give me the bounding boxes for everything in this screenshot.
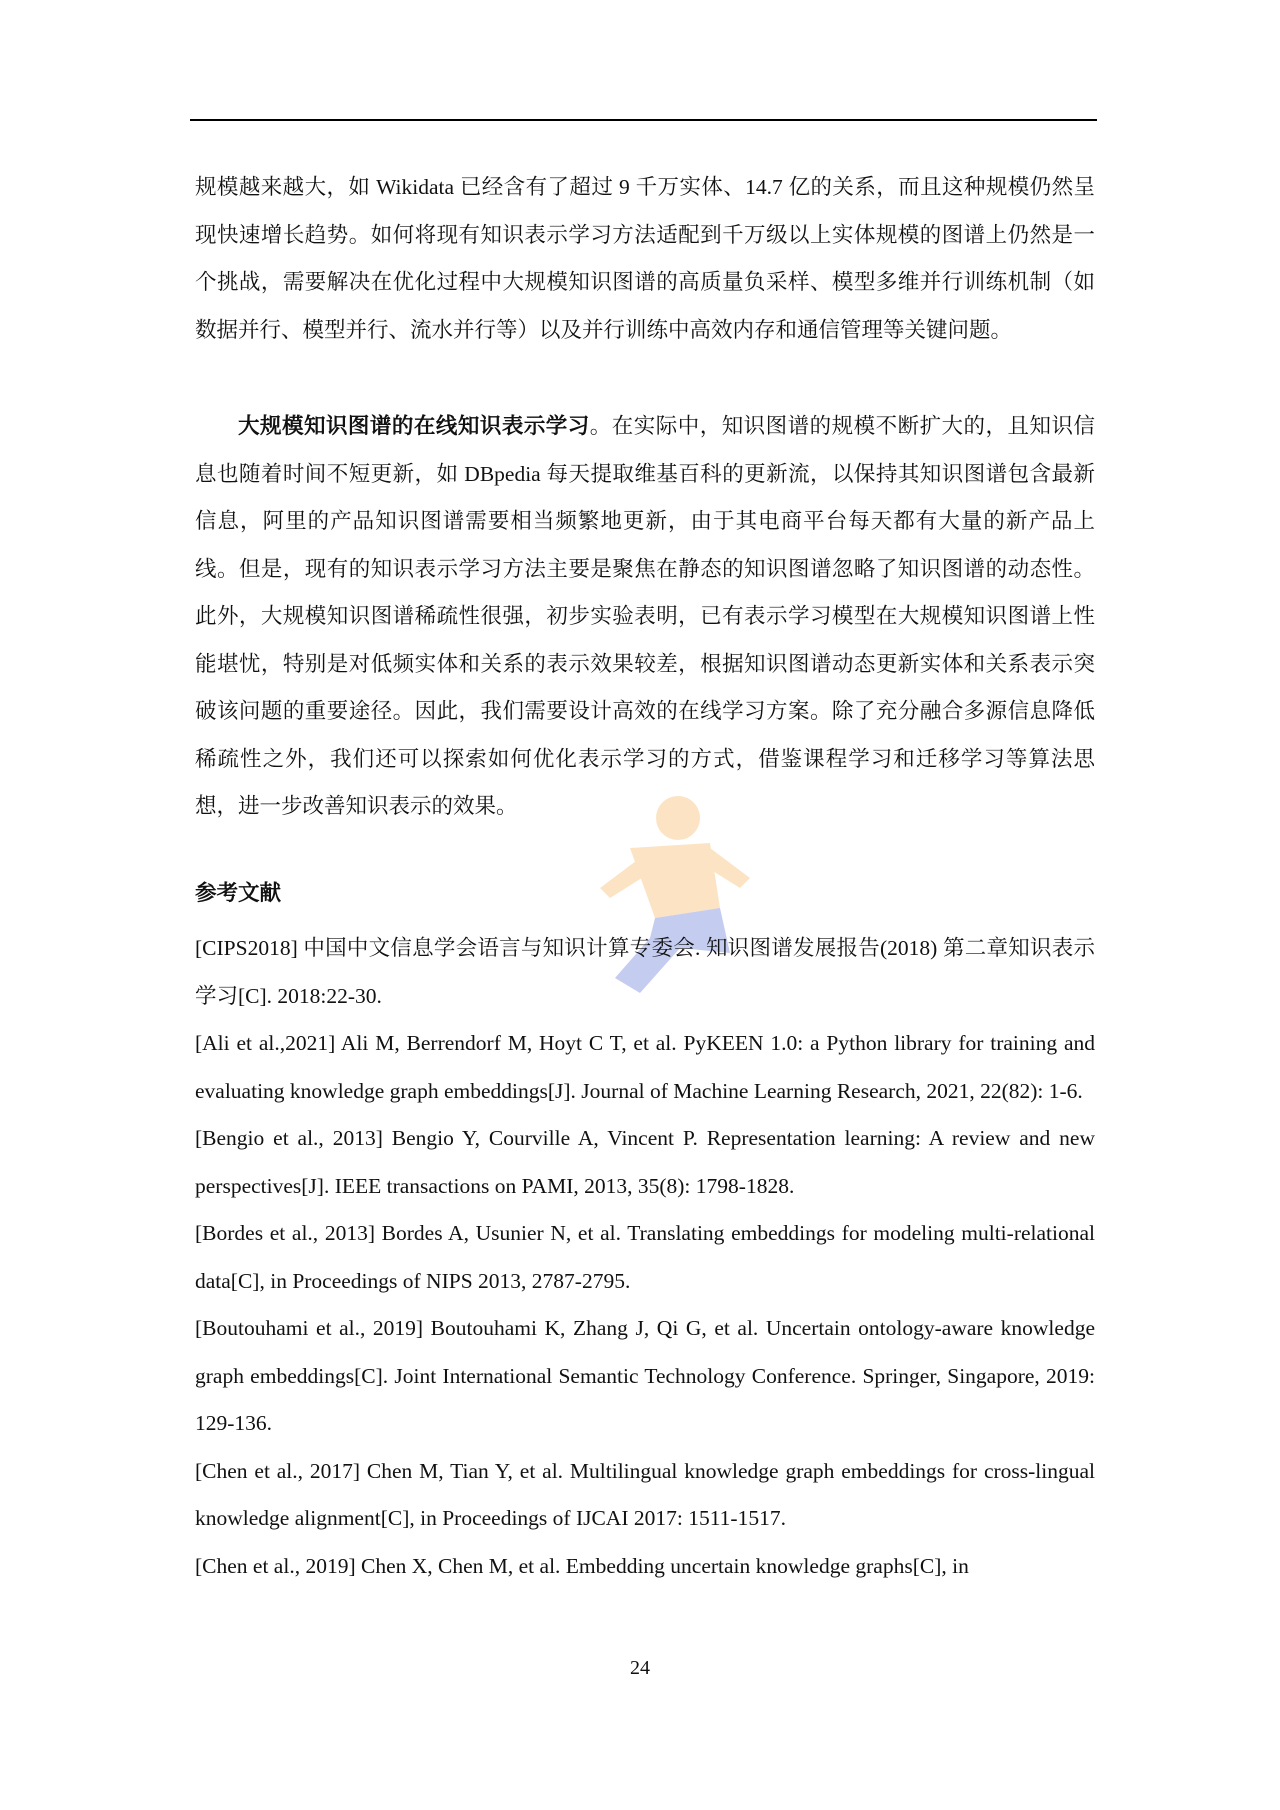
references-list	[195, 925, 1095, 1590]
paragraph-heading: 大规模知识图谱的在线知识表示学习	[238, 414, 590, 438]
body-paragraph-2	[195, 403, 1095, 831]
paragraph-text: 。在实际中，知识图谱的规模不断扩大的，且知识信息也随着时间不短更新，如 DBpedia 每天提取维基百科的更新流，以保持其知识图谱包含最新信息，阿里的产品知识图谱需要相当频繁地更新，由于其电商平台每天都有大量的新产品上线。但是，现有的知识表示学习方法主要是聚焦在静态的知识图谱忽略了知识图谱的动态性。此外，大规模知识图谱稀疏性很强，初步实验表明，已有表示学习模型在大规模知识图谱上性能堪忧，特别是对低频实体和关系的表示效果较差，根据知识图谱动态更新实体和关系表示突破该问题的重要途径。因此，我们需要设计高效的在线学习方案。除了充分融合多源信息降低稀疏性之外，我们还可以探索如何优化表示学习的方式，借鉴课程学习和迁移学习等算法思想，进一步改善知识表示的效果。	[195, 414, 1095, 818]
page-number: 24	[630, 1657, 650, 1679]
reference-item: [Bengio et al., 2013] Bengio Y, Courville A, Vincent P. Representation learning: A review and new perspectives[J]. IEEE transactions on PAMI, 2013, 35(8): 1798-1828.	[195, 1126, 1095, 1198]
references-title: 参考文献	[195, 881, 282, 906]
reference-item: [Chen et al., 2017] Chen M, Tian Y, et al. Multilingual knowledge graph embeddings for cross-lingual knowledge alignment[C], in Proceedings of IJCAI 2017: 1511-1517.	[195, 1458, 1095, 1530]
header-rule	[190, 119, 1097, 121]
reference-item: [CIPS2018] 中国中文信息学会语言与知识计算专委会. 知识图谱发展报告(2018) 第二章知识表示学习[C]. 2018:22-30.	[195, 936, 1095, 1008]
body-paragraph-1: 规模越来越大，如 Wikidata 已经含有了超过 9 千万实体、14.7 亿的关系，而且这种规模仍然呈现快速增长趋势。如何将现有知识表示学习方法适配到千万级以上实体规模的图谱上仍然是一个挑战，需要解决在优化过程中大规模知识图谱的高质量负采样、模型多维并行训练机制（如数据并行、模型并行、流水并行等）以及并行训练中高效内存和通信管理等关键问题。	[195, 175, 1095, 342]
reference-item: [Ali et al.,2021] Ali M, Berrendorf M, Hoyt C T, et al. PyKEEN 1.0: a Python library for training and evaluating knowledge graph embeddings[J]. Journal of Machine Learning Research, 2021, 22(82): 1-6.	[195, 1031, 1095, 1103]
reference-item: [Boutouhami et al., 2019] Boutouhami K, Zhang J, Qi G, et al. Uncertain ontology-aware knowledge graph embeddings[C]. Joint International Semantic Technology Conference. Springer, Singapore, 2019: 129-136.	[195, 1316, 1095, 1435]
reference-item: [Chen et al., 2019] Chen X, Chen M, et al. Embedding uncertain knowledge graphs[C], in	[195, 1553, 969, 1578]
reference-item: [Bordes et al., 2013] Bordes A, Usunier N, et al. Translating embeddings for modeling multi-relational data[C], in Proceedings of NIPS 2013, 2787-2795.	[195, 1221, 1095, 1293]
